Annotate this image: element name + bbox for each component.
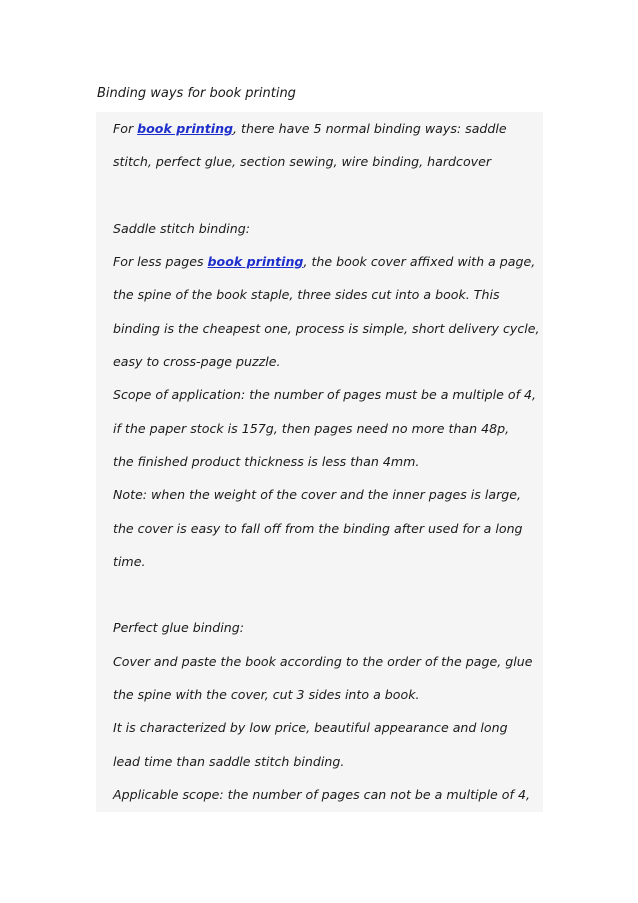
book-printing-link[interactable]: book printing	[137, 121, 234, 136]
line-text: Scope of application: the number of pages must be a multiple of 4,	[113, 387, 537, 403]
line-text: binding is the cheapest one, process is simple, short delivery cycle,	[113, 320, 540, 336]
line-text: lead time than saddle stitch binding.	[113, 753, 345, 769]
line-text: Note: when the weight of the cover and the inner pages is large,	[113, 487, 522, 503]
text-line	[113, 551, 543, 584]
text-line	[113, 684, 543, 717]
text-line	[113, 284, 543, 317]
book-printing-link[interactable]: book printing	[207, 254, 304, 270]
line-text: stitch, perfect glue, section sewing, wire binding, hardcover	[113, 154, 492, 170]
line-text: Saddle stitch binding:	[113, 220, 250, 236]
text-line	[113, 151, 543, 184]
line-text: time.	[113, 553, 146, 569]
line-text: Perfect glue binding:	[113, 620, 244, 636]
text-line	[113, 484, 543, 517]
text-line	[113, 651, 543, 684]
line-text: the spine with the cover, cut 3 sides into a book.	[113, 687, 420, 703]
line-text: the spine of the book staple, three sides cut into a book. This	[113, 287, 500, 303]
line-text: , there have 5 normal binding ways: saddle	[233, 121, 507, 136]
text-line	[113, 584, 543, 617]
text-line	[113, 717, 543, 750]
text-line	[113, 418, 543, 451]
line-text: the finished product thickness is less than 4mm.	[113, 453, 420, 469]
text-line	[113, 218, 543, 251]
text-line	[113, 784, 543, 817]
text-line	[113, 251, 543, 284]
text-line	[113, 451, 543, 484]
text-line	[113, 185, 543, 218]
document-body	[113, 118, 543, 817]
line-text: easy to cross-page puzzle.	[113, 354, 281, 370]
line-text: if the paper stock is 157g, then pages need no more than 48p,	[113, 420, 510, 436]
text-line	[113, 318, 543, 351]
line-text: Cover and paste the book according to the order of the page, glue	[113, 653, 533, 669]
text-line	[113, 617, 543, 650]
text-line	[113, 351, 543, 384]
document-title: Binding ways for book printing	[97, 86, 296, 101]
line-text: , the book cover affixed with a page,	[303, 254, 536, 270]
text-line	[113, 118, 543, 151]
line-text: It is characterized by low price, beautiful appearance and long	[113, 720, 508, 736]
line-text: Applicable scope: the number of pages can not be a multiple of 4,	[113, 786, 530, 802]
line-text: For less pages	[113, 254, 208, 270]
text-line	[113, 751, 543, 784]
text-line	[113, 384, 543, 417]
text-line	[113, 518, 543, 551]
line-text: For	[113, 121, 138, 136]
line-text: the cover is easy to fall off from the binding after used for a long	[113, 520, 523, 536]
